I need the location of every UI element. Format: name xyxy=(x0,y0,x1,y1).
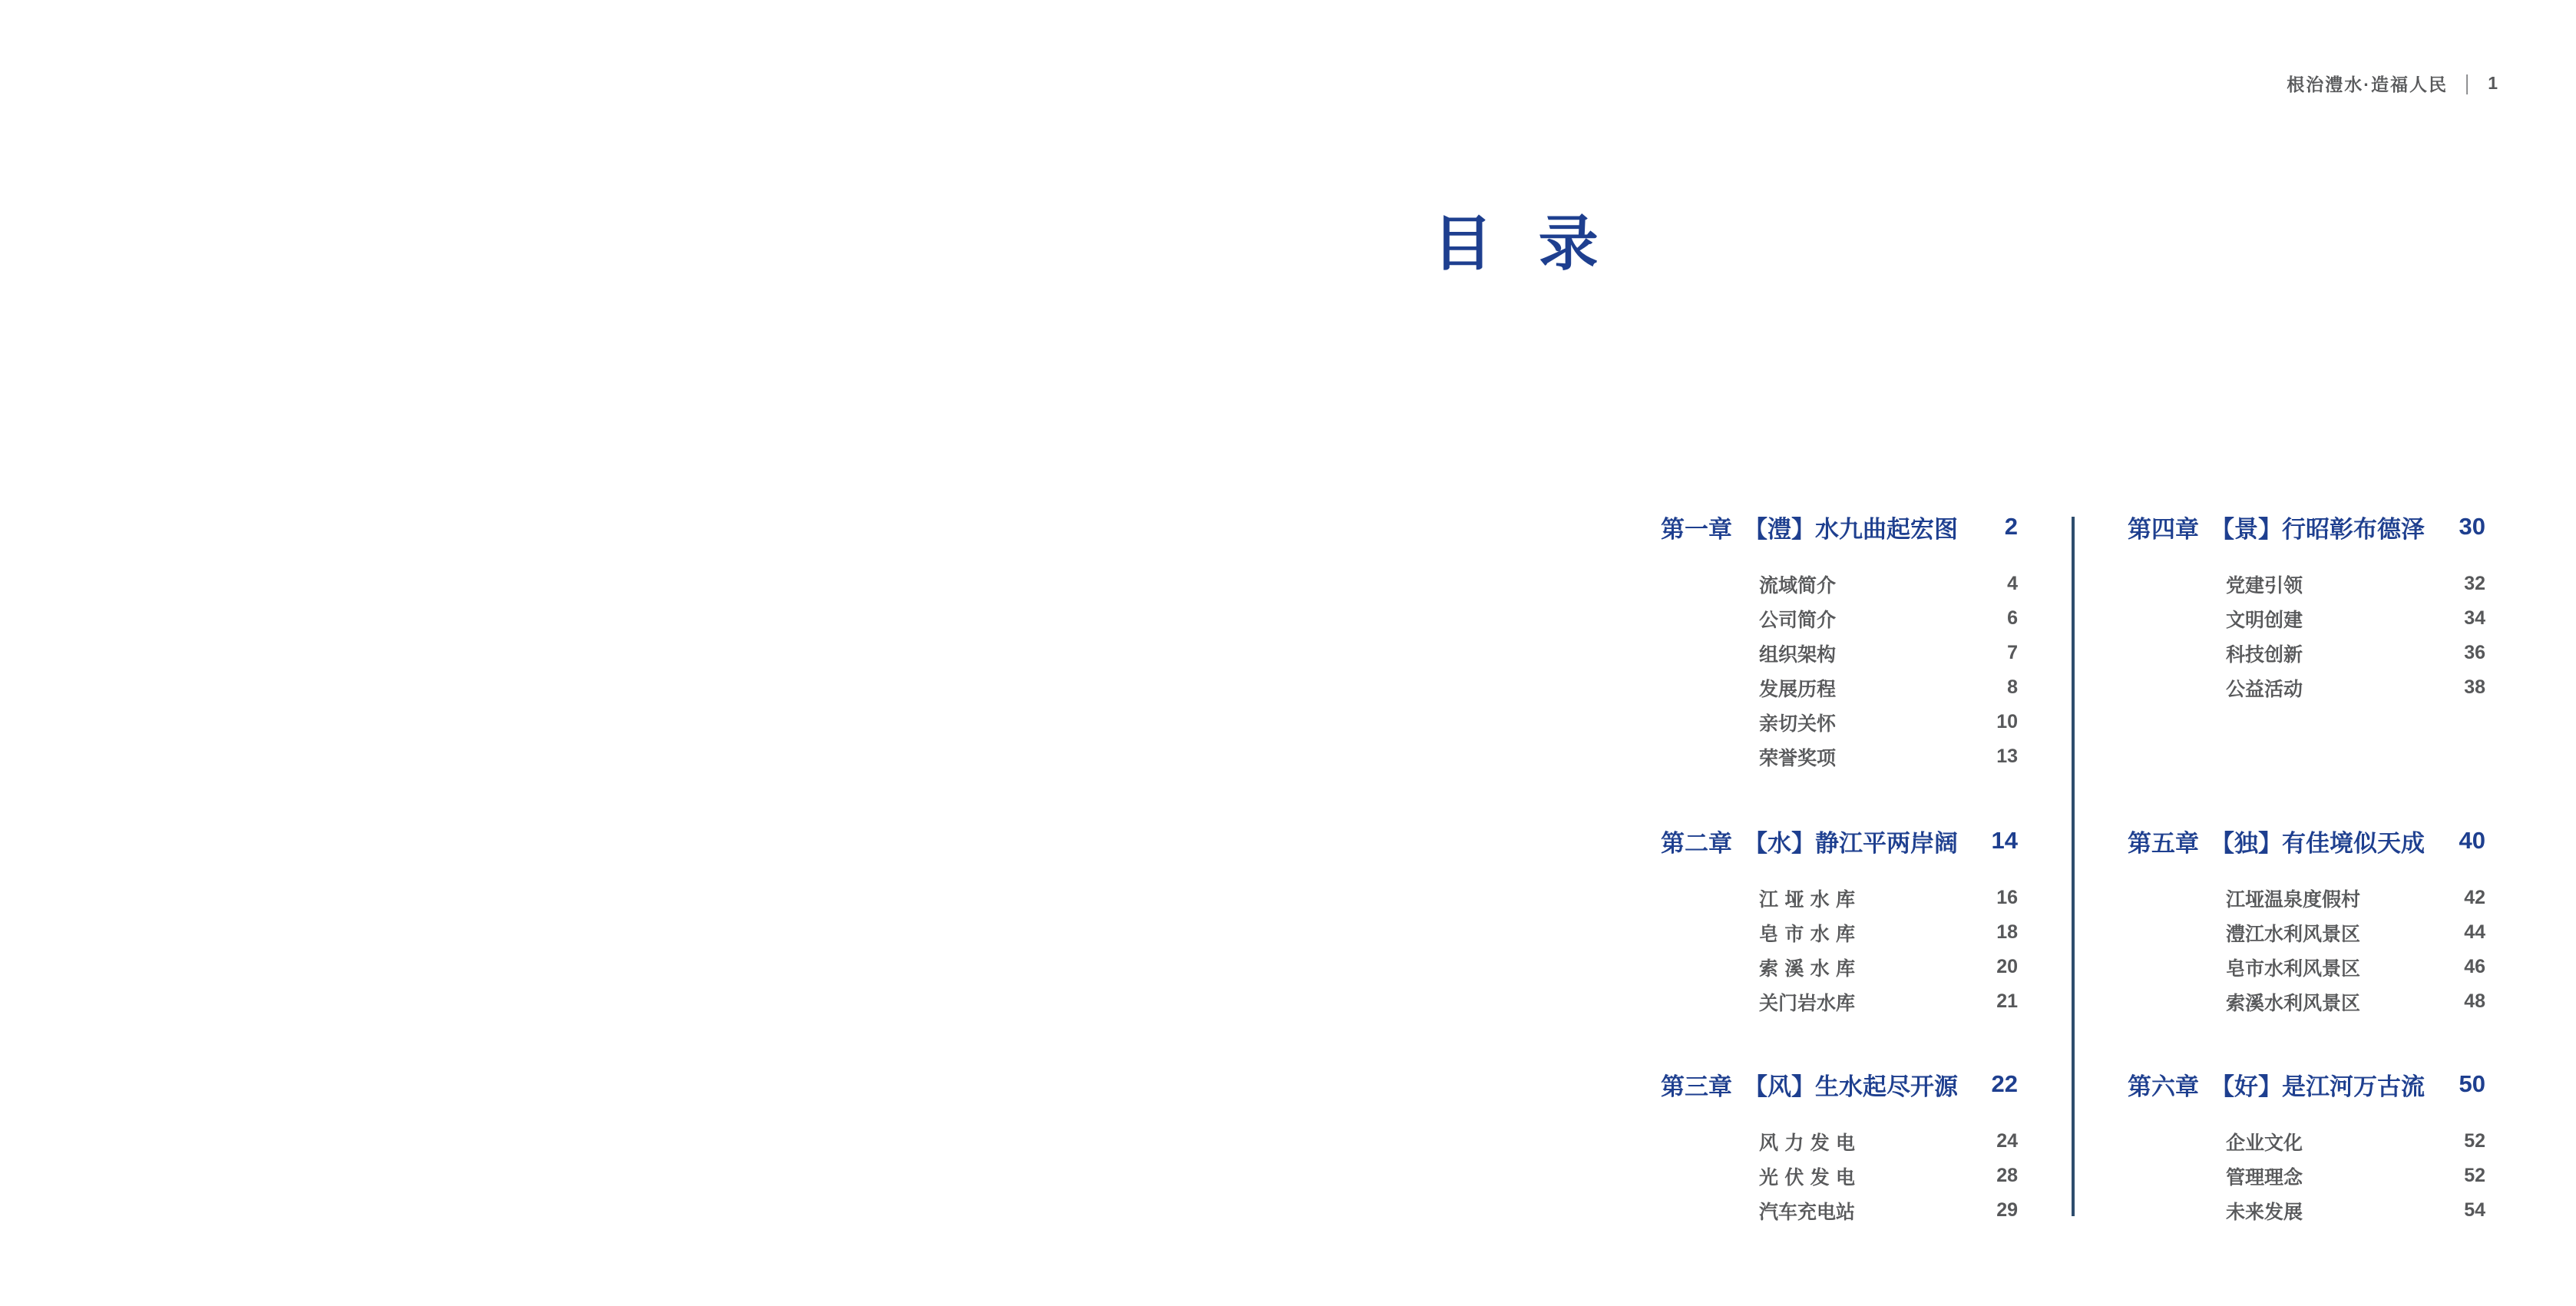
item-title: 科技创新 xyxy=(2226,643,2303,666)
item-page-number: 20 xyxy=(1996,956,2018,977)
chapter-title: 【风】生水起尽开源 xyxy=(1744,1073,1958,1100)
item-title: 公司简介 xyxy=(1759,609,1837,631)
toc-item[interactable] xyxy=(1759,567,2018,601)
item-title: 管理理念 xyxy=(2226,1166,2303,1189)
toc-item[interactable] xyxy=(1759,915,2018,950)
item-title: 未来发展 xyxy=(2226,1201,2303,1223)
item-title: 亲切关怀 xyxy=(1759,713,1837,735)
item-page-number: 7 xyxy=(2007,642,2018,663)
toc-chapter-heading[interactable] xyxy=(2128,1067,2485,1101)
chapter-label: 第四章 xyxy=(2128,515,2199,543)
chapter-page-number: 2 xyxy=(2004,513,2018,540)
chapter-title: 【水】静江平两岸阔 xyxy=(1744,829,1958,857)
item-page-number: 24 xyxy=(1996,1130,2018,1152)
toc-item[interactable] xyxy=(1759,601,2018,636)
header-separator: | xyxy=(2464,71,2472,95)
item-title: 企业文化 xyxy=(2226,1132,2303,1154)
toc-item-list xyxy=(1661,881,2018,1019)
toc-column-left xyxy=(1661,510,2018,1247)
toc-chapter-heading[interactable] xyxy=(1661,510,2018,544)
item-page-number: 6 xyxy=(2007,607,2018,629)
toc-chapter-6 xyxy=(2128,1067,2485,1228)
chapter-title: 【景】行昭彰布德泽 xyxy=(2211,515,2425,543)
toc-item[interactable] xyxy=(1759,705,2018,739)
item-page-number: 44 xyxy=(2464,921,2485,943)
header-page-number: 1 xyxy=(2488,73,2499,93)
toc-item-list xyxy=(2128,881,2485,1019)
item-title: 公益活动 xyxy=(2226,678,2303,700)
item-title: 流域简介 xyxy=(1759,574,1837,597)
item-page-number: 36 xyxy=(2464,642,2485,663)
item-page-number: 46 xyxy=(2464,956,2485,977)
item-page-number: 18 xyxy=(1996,921,2018,943)
toc-chapter-3 xyxy=(1661,1067,2018,1228)
toc-item[interactable] xyxy=(1759,636,2018,670)
item-page-number: 54 xyxy=(2464,1199,2485,1221)
toc-item[interactable] xyxy=(1759,881,2018,915)
item-title: 皂市水库 xyxy=(1759,923,1855,945)
toc-chapter-5 xyxy=(2128,824,2485,1019)
item-page-number: 32 xyxy=(2464,573,2485,594)
page-title: 目 录 xyxy=(1433,210,1602,278)
chapter-page-number: 22 xyxy=(1991,1070,2018,1097)
chapter-label: 第一章 xyxy=(1661,515,1732,543)
toc-chapter-1 xyxy=(1661,510,2018,774)
item-title: 文明创建 xyxy=(2226,609,2303,631)
item-page-number: 13 xyxy=(1996,746,2018,767)
chapter-label: 第五章 xyxy=(2128,829,2199,857)
chapter-title: 【好】是江河万古流 xyxy=(2211,1073,2425,1100)
chapter-label: 第六章 xyxy=(2128,1073,2199,1100)
page-header xyxy=(2287,71,2499,96)
toc-item-list xyxy=(2128,567,2485,705)
toc-item[interactable] xyxy=(1759,670,2018,705)
item-page-number: 10 xyxy=(1996,711,2018,732)
item-page-number: 38 xyxy=(2464,676,2485,698)
item-title: 江垭温泉度假村 xyxy=(2226,888,2361,911)
toc-item[interactable] xyxy=(2226,1193,2485,1228)
toc-item[interactable] xyxy=(2226,881,2485,915)
chapter-page-number: 40 xyxy=(2459,827,2485,854)
toc-item[interactable] xyxy=(2226,601,2485,636)
item-title: 组织架构 xyxy=(1759,643,1837,666)
item-page-number: 8 xyxy=(2007,676,2018,698)
item-title: 荣誉奖项 xyxy=(1759,747,1837,769)
toc-item[interactable] xyxy=(1759,739,2018,774)
chapter-label: 第三章 xyxy=(1661,1073,1732,1100)
toc-column-right xyxy=(2128,510,2485,1247)
item-page-number: 28 xyxy=(1996,1165,2018,1186)
item-title: 发展历程 xyxy=(1759,678,1837,700)
toc-item[interactable] xyxy=(2226,984,2485,1019)
item-page-number: 52 xyxy=(2464,1165,2485,1186)
toc-item-list xyxy=(2128,1124,2485,1228)
toc-item[interactable] xyxy=(1759,984,2018,1019)
chapter-label: 第二章 xyxy=(1661,829,1732,857)
item-title: 澧江水利风景区 xyxy=(2226,923,2361,945)
toc-chapter-heading[interactable] xyxy=(2128,510,2485,544)
toc-item[interactable] xyxy=(2226,1124,2485,1159)
chapter-title: 【澧】水九曲起宏图 xyxy=(1744,515,1958,543)
item-page-number: 52 xyxy=(2464,1130,2485,1152)
item-title: 索溪水利风景区 xyxy=(2226,992,2361,1014)
item-title: 风力发电 xyxy=(1759,1132,1855,1154)
toc-item[interactable] xyxy=(2226,950,2485,984)
toc-item[interactable] xyxy=(1759,1159,2018,1193)
item-page-number: 34 xyxy=(2464,607,2485,629)
toc-item[interactable] xyxy=(2226,567,2485,601)
toc-item[interactable] xyxy=(1759,1193,2018,1228)
item-title: 汽车充电站 xyxy=(1759,1201,1856,1223)
item-title: 光伏发电 xyxy=(1759,1166,1855,1189)
item-page-number: 42 xyxy=(2464,887,2485,908)
column-divider xyxy=(2072,517,2075,1216)
toc-chapter-4 xyxy=(2128,510,2485,705)
toc-item[interactable] xyxy=(2226,670,2485,705)
item-page-number: 16 xyxy=(1996,887,2018,908)
toc-chapter-heading[interactable] xyxy=(1661,824,2018,858)
chapter-page-number: 14 xyxy=(1991,827,2018,854)
item-title: 皂市水利风景区 xyxy=(2226,957,2361,980)
item-title: 党建引领 xyxy=(2226,574,2303,597)
item-title: 关门岩水库 xyxy=(1759,992,1856,1014)
toc-item[interactable] xyxy=(1759,1124,2018,1159)
chapter-page-number: 50 xyxy=(2459,1070,2485,1097)
toc-item-list xyxy=(1661,1124,2018,1228)
toc-item[interactable] xyxy=(2226,636,2485,670)
toc-item[interactable] xyxy=(2226,1159,2485,1193)
toc-item[interactable] xyxy=(2226,915,2485,950)
item-page-number: 48 xyxy=(2464,990,2485,1012)
chapter-title: 【独】有佳境似天成 xyxy=(2211,829,2425,857)
header-slogan: 根治澧水·造福人民 xyxy=(2287,74,2448,94)
toc-item-list xyxy=(1661,567,2018,774)
item-page-number: 29 xyxy=(1996,1199,2018,1221)
chapter-page-number: 30 xyxy=(2459,513,2485,540)
toc-chapter-2 xyxy=(1661,824,2018,1019)
item-title: 索溪水库 xyxy=(1759,957,1855,980)
toc-item[interactable] xyxy=(1759,950,2018,984)
item-page-number: 4 xyxy=(2007,573,2018,594)
item-title: 江垭水库 xyxy=(1759,888,1855,911)
item-page-number: 21 xyxy=(1996,990,2018,1012)
toc-chapter-heading[interactable] xyxy=(2128,824,2485,858)
toc-chapter-heading[interactable] xyxy=(1661,1067,2018,1101)
